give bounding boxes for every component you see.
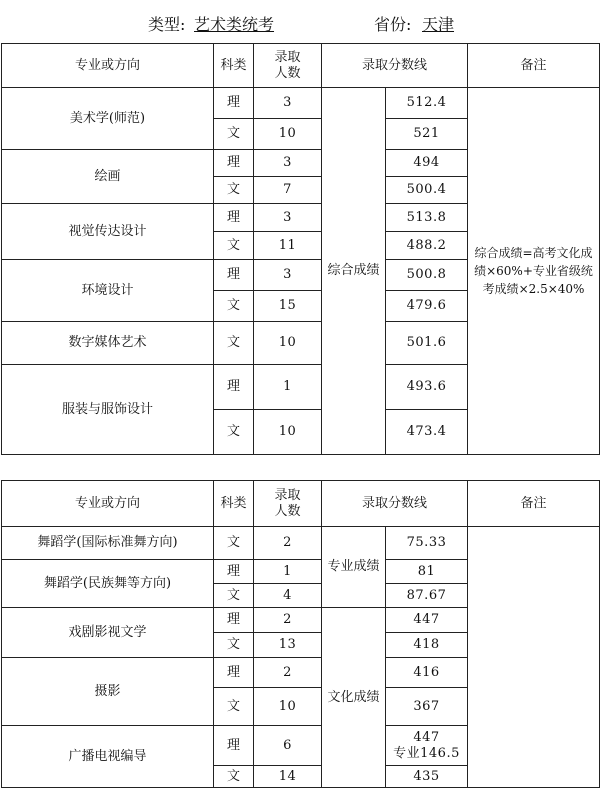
header-note: 备注 [468, 481, 600, 527]
subject-cell: 文 [214, 232, 254, 260]
score-cell: 479.6 [386, 291, 468, 322]
subject-cell: 文 [214, 633, 254, 658]
score-cell: 500.4 [386, 177, 468, 204]
subject-cell: 理 [214, 365, 254, 410]
count-cell: 7 [254, 177, 322, 204]
subject-cell: 文 [214, 766, 254, 788]
count-cell: 2 [254, 527, 322, 560]
score-cell: 416 [386, 658, 468, 688]
header-score: 录取分数线 [322, 44, 468, 88]
count-cell: 1 [254, 365, 322, 410]
count-cell: 6 [254, 726, 322, 766]
subject-cell: 文 [214, 177, 254, 204]
header-count: 录取 人数 [254, 44, 322, 88]
score-cell: 75.33 [386, 527, 468, 560]
major-cell: 广播电视编导 [2, 726, 214, 788]
subject-cell: 文 [214, 688, 254, 726]
count-cell: 11 [254, 232, 322, 260]
province-label: 省份: [374, 15, 412, 34]
subject-cell: 理 [214, 726, 254, 766]
count-cell: 3 [254, 204, 322, 232]
count-cell: 14 [254, 766, 322, 788]
subject-cell: 文 [214, 584, 254, 608]
subject-cell: 文 [214, 410, 254, 455]
count-cell: 4 [254, 584, 322, 608]
subject-cell: 文 [214, 322, 254, 365]
count-cell: 15 [254, 291, 322, 322]
subject-cell: 理 [214, 150, 254, 177]
score-type-cell: 专业成绩 [322, 527, 386, 608]
header-count: 录取 人数 [254, 481, 322, 527]
score-type-cell: 综合成绩 [322, 88, 386, 455]
header-note: 备注 [468, 44, 600, 88]
header-score: 录取分数线 [322, 481, 468, 527]
count-cell: 13 [254, 633, 322, 658]
major-cell: 数字媒体艺术 [2, 322, 214, 365]
major-cell: 美术学(师范) [2, 88, 214, 150]
subject-cell: 理 [214, 560, 254, 584]
admission-table-specialty [1, 480, 600, 788]
header-subject: 科类 [214, 481, 254, 527]
table-row [2, 88, 600, 119]
subject-cell: 文 [214, 527, 254, 560]
score-type-cell: 文化成绩 [322, 608, 386, 788]
score-cell: 501.6 [386, 322, 468, 365]
major-cell: 绘画 [2, 150, 214, 204]
score-cell: 513.8 [386, 204, 468, 232]
major-cell: 环境设计 [2, 260, 214, 322]
header-major: 专业或方向 [2, 44, 214, 88]
header-subject: 科类 [214, 44, 254, 88]
major-cell: 舞蹈学(国际标准舞方向) [2, 527, 214, 560]
score-cell: 500.8 [386, 260, 468, 291]
subject-cell: 理 [214, 260, 254, 291]
subject-cell: 理 [214, 608, 254, 633]
count-cell: 3 [254, 88, 322, 119]
score-cell: 418 [386, 633, 468, 658]
score-cell: 488.2 [386, 232, 468, 260]
subject-cell: 理 [214, 658, 254, 688]
major-cell: 戏剧影视文学 [2, 608, 214, 658]
major-cell: 服装与服饰设计 [2, 365, 214, 455]
score-extra: 专业146.5 [393, 745, 460, 761]
score-cell: 447 [386, 608, 468, 633]
count-cell: 10 [254, 119, 322, 150]
table-header-row [2, 44, 600, 88]
score-cell: 494 [386, 150, 468, 177]
score-cell: 521 [386, 119, 468, 150]
count-cell: 2 [254, 658, 322, 688]
table-row [2, 527, 600, 560]
score-cell: 512.4 [386, 88, 468, 119]
major-cell: 摄影 [2, 658, 214, 726]
table-header-row [2, 481, 600, 527]
score-cell: 367 [386, 688, 468, 726]
count-cell: 1 [254, 560, 322, 584]
score-cell: 447 专业146.5 [386, 726, 468, 766]
admission-table-comprehensive [1, 43, 600, 455]
score-cell: 81 [386, 560, 468, 584]
major-cell: 舞蹈学(民族舞等方向) [2, 560, 214, 608]
subject-cell: 文 [214, 291, 254, 322]
major-cell: 视觉传达设计 [2, 204, 214, 260]
score-cell: 87.67 [386, 584, 468, 608]
count-cell: 10 [254, 322, 322, 365]
score-cell: 493.6 [386, 365, 468, 410]
count-cell: 10 [254, 688, 322, 726]
score-cell: 473.4 [386, 410, 468, 455]
count-cell: 10 [254, 410, 322, 455]
count-cell: 3 [254, 150, 322, 177]
subject-cell: 文 [214, 119, 254, 150]
subject-cell: 理 [214, 88, 254, 119]
header-major: 专业或方向 [2, 481, 214, 527]
note-cell: 综合成绩=高考文化成绩×60%+专业省级统考成绩×2.5×40% [468, 88, 600, 455]
type-label: 类型: [148, 15, 186, 34]
count-cell: 3 [254, 260, 322, 291]
page-header [0, 8, 600, 38]
note-cell [468, 527, 600, 788]
subject-cell: 理 [214, 204, 254, 232]
type-value: 艺术类统考 [194, 15, 275, 34]
count-cell: 2 [254, 608, 322, 633]
province-value: 天津 [422, 15, 455, 34]
score-cell: 435 [386, 766, 468, 788]
